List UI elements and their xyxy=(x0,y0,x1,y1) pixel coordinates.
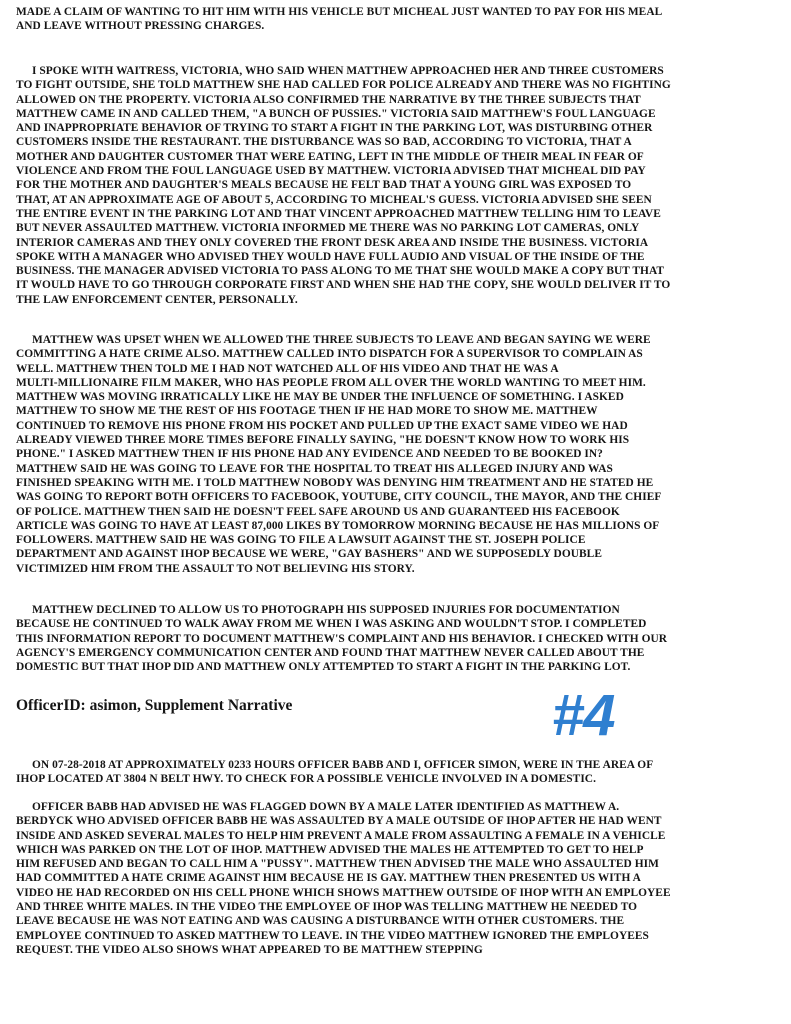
paragraph-waitress-statement: I SPOKE WITH WAITRESS, VICTORIA, WHO SAID WHEN MATTHEW APPROACHED HER AND THREE CUSTOMERS TO FIGHT OUTSIDE, SHE TOLD MATTHEW SHE HAD CALLED FOR POLICE ALREADY AND THERE WAS NO FIGHTING ALLOWED ON THE PROPERTY. VICTORIA ALSO CONFIRMED THE NARRATIVE BY THE THREE SUBJECTS THAT MATTHEW CAME IN AND CALLED THEM, "A BUNCH OF PUSSIES." VICTORIA SAID MATTHEW'S FOUL LANGUAGE AND INAPPROPRIATE BEHAVIOR OF TRYING TO START A FIGHT IN THE PARKING LOT, WAS DISTURBING OTHER CUSTOMERS INSIDE THE RESTAURANT. THE DISTURBANCE WAS SO BAD, ACCORDING TO VICTORIA, THAT A MOTHER AND DAUGHTER CUSTOMER THAT WERE EATING, LEFT IN THE MIDDLE OF THEIR MEAL IN FEAR OF VIOLENCE AND FROM THE FOUL LANGUAGE USED BY MATTHEW. VICTORIA ADVISED THAT MICHEAL DID PAY FOR THE MOTHER AND DAUGHTER'S MEALS BECAUSE HE FELT BAD THAT A YOUNG GIRL WAS EXPOSED TO THAT, AT AN APPROXIMATE AGE OF ABOUT 5, ACCORDING TO MICHEAL'S GUESS. VICTORIA ADVISED SHE SEEN THE ENTIRE EVENT IN THE PARKING LOT AND THAT VINCENT APPROACHED MATTHEW TELLING HIM TO LEAVE BUT NEVER ASSAULTED MATTHEW. VICTORIA INFORMED ME THERE WAS NO PARKING LOT CAMERAS, ONLY INTERIOR CAMERAS AND THEY ONLY COVERED THE FRONT DESK AREA AND INSIDE THE BUSINESS. VICTORIA SPOKE WITH A MANAGER WHO ADVISED THEY WOULD HAVE FULL AUDIO AND VISUAL OF THE INSIDE OF THE BUSINESS. THE MANAGER ADVISED VICTORIA TO PASS ALONG TO ME THAT SHE WOULD MAKE A COPY BUT THAT IT WOULD HAVE TO GO THROUGH CORPORATE FIRST AND WHEN SHE HAD THE COPY, SHE WOULD DELIVER IT TO THE LAW ENFORCEMENT CENTER, PERSONALLY. xyxy=(16,65,671,306)
paragraph-supplement-intro: ON 07-28-2018 AT APPROXIMATELY 0233 HOURS OFFICER BABB AND I, OFFICER SIMON, WERE IN THE AREA OF IHOP LOCATED AT 3804 N BELT HWY. TO CHECK FOR A POSSIBLE VEHICLE INVOLVED IN A DOMESTIC. xyxy=(16,759,654,786)
paragraph-claim-continuation: MADE A CLAIM OF WANTING TO HIT HIM WITH HIS VEHICLE BUT MICHEAL JUST WANTED TO PAY FOR HIS MEAL AND LEAVE WITHOUT PRESSING CHARGES. xyxy=(16,6,663,33)
paragraph-photograph-declined: MATTHEW DECLINED TO ALLOW US TO PHOTOGRAPH HIS SUPPOSED INJURIES FOR DOCUMENTATION BECAUSE HE CONTINUED TO WALK AWAY FROM ME WHEN I WAS ASKING AND WOULDN'T STOP. I COMPLETED THIS INFORMATION REPORT TO DOCUMENT MATTHEW'S COMPLAINT AND HIS BEHAVIOR. I CHECKED WITH OUR AGENCY'S EMERGENCY COMMUNICATION CENTER AND FOUND THAT MATTHEW NEVER CALLED ABOUT THE DOMESTIC BUT THAT IHOP DID AND MATTHEW ONLY ATTEMPTED TO START A FIGHT IN THE PARKING LOT. xyxy=(16,604,668,674)
officer-heading: OfficerID: asimon, Supplement Narrative xyxy=(16,697,293,714)
paragraph-matthew-upset: MATTHEW WAS UPSET WHEN WE ALLOWED THE THREE SUBJECTS TO LEAVE AND BEGAN SAYING WE WERE COMMITTING A HATE CRIME ALSO. MATTHEW CALLED INTO DISPATCH FOR A SUPERVISOR TO COMPLAIN AS WELL. MATTHEW THEN TOLD ME I HAD NOT WATCHED ALL OF HIS VIDEO AND THAT HE WAS A MULTI-MILLIONAIRE FILM MAKER, WHO HAS PEOPLE FROM ALL OVER THE WORLD WANTING TO MEET HIM. MATTHEW WAS MOVING IRRATICALLY LIKE HE MAY BE UNDER THE INFLUENCE OF SOMETHING. I ASKED MATTHEW TO SHOW ME THE REST OF HIS FOOTAGE THEN IF HE HAD MORE TO SHOW ME. MATTHEW CONTINUED TO REMOVE HIS PHONE FROM HIS POCKET AND PULLED UP THE EXACT SAME VIDEO WE HAD ALREADY VIEWED THREE MORE TIMES BEFORE FINALLY SAYING, "HE DOESN'T KNOW HOW TO WORK HIS PHONE." I ASKED MATTHEW THEN IF HIS PHONE HAD ANY EVIDENCE AND NEEDED TO BE BOOKED IN? MATTHEW SAID HE WAS GOING TO LEAVE FOR THE HOSPITAL TO TREAT HIS ALLEGED INJURY AND WAS FINISHED SPEAKING WITH ME. I TOLD MATTHEW NOBODY WAS DENYING HIM TREATMENT AND HE STATED HE WAS GOING TO REPORT BOTH OFFICERS TO FACEBOOK, YOUTUBE, CITY COUNCIL, THE MAYOR, AND THE CHIEF OF POLICE. MATTHEW THEN SAID HE DOESN'T FEEL SAFE AROUND US AND GUARANTEED HIS FACEBOOK ARTICLE WAS GOING TO HAVE AT LEAST 87,000 LIKES BY TOMORROW MORNING BECAUSE HE HAS MILLIONS OF FOLLOWERS. MATTHEW SAID HE WAS GOING TO FILE A LAWSUIT AGAINST THE ST. JOSEPH POLICE DEPARTMENT AND AGAINST IHOP BECAUSE WE WERE, "GAY BASHERS" AND WE SUPPOSEDLY DOUBLE VICTIMIZED HIM FROM THE ASSAULT TO NOT BELIEVING HIS STORY. xyxy=(16,334,662,575)
paragraph-officer-babb-account: OFFICER BABB HAD ADVISED HE WAS FLAGGED DOWN BY A MALE LATER IDENTIFIED AS MATTHEW A. BERDYCK WHO ADVISED OFFICER BABB HE WAS ASSAULTED BY A MALE OUTSIDE OF IHOP AFTER HE HAD WENT INSIDE AND ASKED SEVERAL MALES TO HELP HIM PREVENT A MALE FROM ASSAULTING A FEMALE IN A VEHICLE WHICH WAS PARKED ON THE LOT OF IHOP. MATTHEW ADVISED THE MALES HE ATTEMPTED TO GET TO HELP HIM REFUSED AND BEGAN TO CALL HIM A "PUSSY". MATTHEW THEN ADVISED THE MALE WHO ASSAULTED HIM HAD COMMITTED A HATE CRIME AGAINST HIM BECAUSE HE IS GAY. MATTHEW THEN PRESENTED US WITH A VIDEO HE HAD RECORDED ON HIS CELL PHONE WHICH SHOWS MATTHEW OUTSIDE OF IHOP WITH AN EMPLOYEE AND THREE WHITE MALES. IN THE VIDEO THE EMPLOYEE OF IHOP WAS TELLING MATTHEW HE NEEDED TO LEAVE BECAUSE HE WAS NOT EATING AND WAS CAUSING A DISTURBANCE WITH OTHER CUSTOMERS. THE EMPLOYEE CONTINUED TO ASKED MATTHEW TO LEAVE. IN THE VIDEO MATTHEW IGNORED THE EMPLOYEES REQUEST. THE VIDEO ALSO SHOWS WHAT APPEARED TO BE MATTHEW STEPPING xyxy=(16,801,671,956)
page-number-stamp: #4 xyxy=(552,683,615,748)
